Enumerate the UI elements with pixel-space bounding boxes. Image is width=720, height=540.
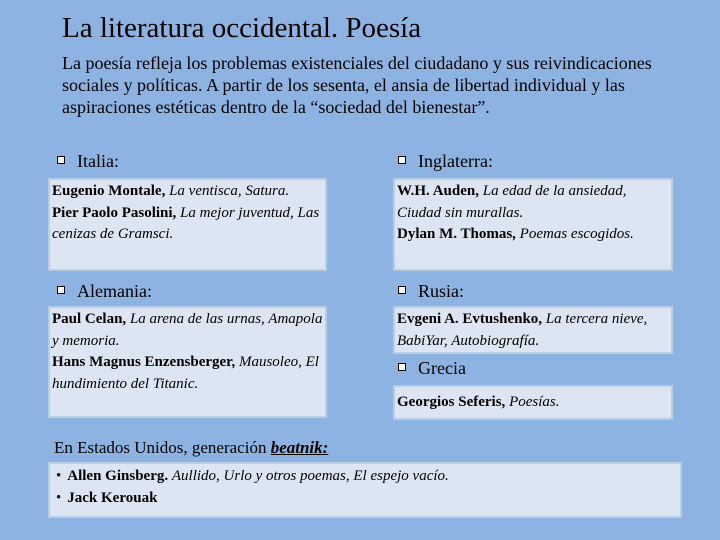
author-works: La mejor juventud, Las cenizas de Gramsci. [52, 204, 320, 242]
country-label: Inglaterra: [418, 151, 493, 171]
square-bullet-icon [398, 286, 406, 294]
bullet-grecia [398, 357, 466, 379]
author-works: Poesías. [509, 394, 560, 410]
author-name: Jack Kerouak [67, 489, 158, 506]
author-works: La edad de la ansiedad, Ciudad sin murallas. [397, 183, 627, 221]
square-bullet-icon [398, 363, 406, 371]
author-works: La ventisca, Satura. [169, 183, 290, 199]
square-bullet-icon [57, 156, 65, 164]
bullet-dot-icon: • [56, 468, 62, 484]
bullet-rusia [398, 280, 464, 302]
country-label: Grecia [418, 358, 466, 378]
box-rusia [393, 306, 673, 354]
bullet-italia [57, 150, 119, 172]
author-works: Aullido, Urlo y otros poemas, El espejo vacío. [171, 468, 449, 484]
author-name: Dylan M. Thomas, [397, 226, 516, 242]
beatnik-heading [54, 438, 328, 458]
author-name: Evgeni A. Evtushenko, [397, 311, 543, 327]
author-name: Allen Ginsberg. [67, 468, 169, 484]
author-works: La arena de las urnas, Amapola y memoria. [52, 311, 323, 349]
box-grecia [393, 385, 673, 420]
author-works: Poemas escogidos. [519, 226, 634, 242]
country-label: Italia: [77, 151, 119, 171]
box-alemania [48, 306, 327, 418]
intro-paragraph: La poesía refleja los problemas existenciales del ciudadano y sus reivindicaciones sociales y políticas. A partir de los sesenta, el ansia de libertad individual y las aspiraciones estéticas dentro de la “sociedad del bienestar”. [62, 53, 652, 117]
bullet-inglaterra [398, 150, 493, 172]
page-title: La literatura occidental. Poesía [62, 12, 422, 44]
beatnik-intro: En Estados Unidos, generación [54, 438, 267, 457]
author-name: Paul Celan, [52, 311, 127, 327]
author-name: Hans Magnus Enzensberger, [52, 354, 236, 370]
author-works: La tercera nieve, BabiYar, Autobiografía. [397, 311, 648, 349]
country-label: Rusia: [418, 281, 465, 301]
beatnik-term: beatnik: [270, 438, 329, 457]
box-inglaterra [393, 178, 673, 271]
author-name: Eugenio Montale, [52, 183, 166, 199]
author-name: W.H. Auden, [397, 183, 479, 199]
bullet-dot-icon: • [56, 489, 62, 506]
author-name: Pier Paolo Pasolini, [52, 204, 177, 221]
author-name: Georgios Seferis, [397, 394, 506, 410]
square-bullet-icon [398, 156, 406, 164]
author-works: Mausoleo, El hundimiento del Titanic. [52, 354, 319, 392]
square-bullet-icon [57, 286, 65, 294]
box-italia [48, 178, 327, 271]
box-beatnik [48, 462, 682, 518]
bullet-alemania [57, 280, 152, 302]
country-label: Alemania: [77, 281, 152, 301]
